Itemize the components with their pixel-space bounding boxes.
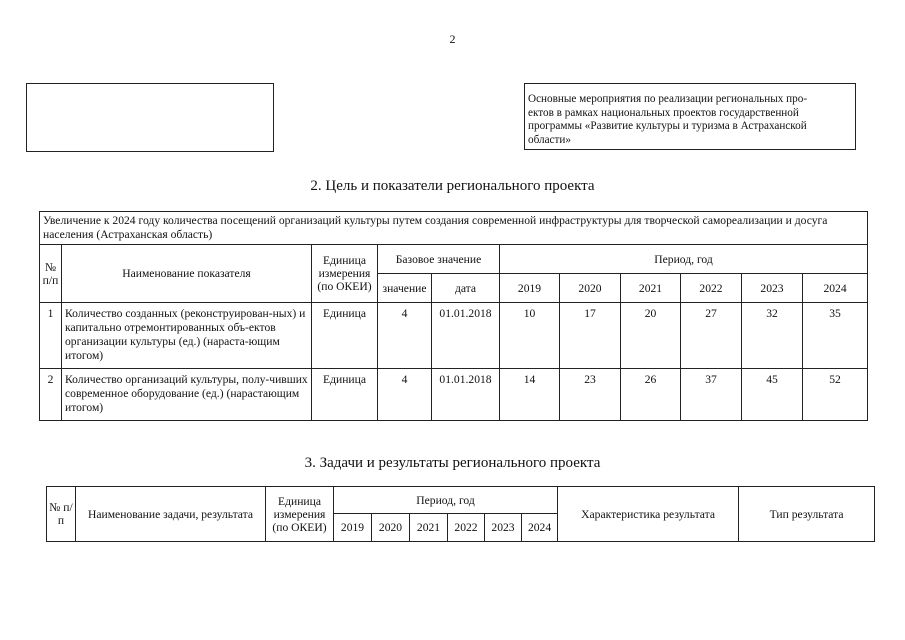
goal-statement: Увеличение к 2024 году количества посещений организаций культуры путем создания современной инфраструктуры для творческой самореализации и досуга населения (Астраханская область) <box>40 212 868 245</box>
col-year-header: 2024 <box>803 274 868 303</box>
col-year-header: 2023 <box>742 274 803 303</box>
col-period-header: Период, год <box>500 245 868 274</box>
row-base-value: 4 <box>378 303 432 369</box>
col-year-header: 2020 <box>372 514 410 542</box>
col-task-name-header: Наименование задачи, результата <box>76 487 266 542</box>
table-row <box>40 369 868 421</box>
col-year-header: 2020 <box>560 274 621 303</box>
row-base-value: 4 <box>378 369 432 421</box>
col-period-header: Период, год <box>334 487 558 514</box>
row-year-value: 45 <box>742 369 803 421</box>
row-year-value: 52 <box>803 369 868 421</box>
col-year-header: 2019 <box>500 274 560 303</box>
col-num-header: № п/п <box>40 245 62 303</box>
row-num: 1 <box>40 303 62 369</box>
section-3-title: 3. Задачи и результаты регионального проекта <box>304 455 601 471</box>
program-reference-line: программы «Развитие культуры и туризма в Астраханской <box>528 120 807 133</box>
row-unit: Единица <box>312 303 378 369</box>
col-base-header: Базовое значение <box>378 245 500 274</box>
table-row <box>40 303 868 369</box>
col-num-header: № п/п <box>47 487 76 542</box>
col-year-header: 2021 <box>410 514 448 542</box>
row-year-value: 23 <box>560 369 621 421</box>
col-base-value-header: значение <box>378 274 432 303</box>
program-reference-line: области» <box>528 133 571 146</box>
col-characteristic-header: Характеристика результата <box>558 487 739 542</box>
col-unit-header: Единица измерения (по ОКЕИ) <box>266 487 334 542</box>
program-reference-line: Основные мероприятия по реализации региональных про- <box>528 93 808 105</box>
row-year-value: 20 <box>621 303 681 369</box>
col-year-header: 2021 <box>621 274 681 303</box>
section-2-title: 2. Цель и показатели регионального проекта <box>310 178 595 194</box>
row-year-value: 14 <box>500 369 560 421</box>
col-year-header: 2022 <box>448 514 485 542</box>
col-type-header: Тип результата <box>739 487 875 542</box>
row-year-value: 32 <box>742 303 803 369</box>
col-year-header: 2019 <box>334 514 372 542</box>
page-number: 2 <box>449 32 456 46</box>
col-unit-header: Единица измерения (по ОКЕИ) <box>312 245 378 303</box>
row-name: Количество созданных (реконструирован-ных) и капитально отремонтированных объ-ектов организации культуры (ед.) (нараста-ющим итогом) <box>62 303 312 369</box>
row-year-value: 10 <box>500 303 560 369</box>
row-year-value: 26 <box>621 369 681 421</box>
row-year-value: 17 <box>560 303 621 369</box>
row-base-date: 01.01.2018 <box>432 303 500 369</box>
row-num: 2 <box>40 369 62 421</box>
row-base-date: 01.01.2018 <box>432 369 500 421</box>
row-name: Количество организаций культуры, полу-чивших современное оборудование (ед.) (нарастающим итогом) <box>62 369 312 421</box>
row-year-value: 37 <box>681 369 742 421</box>
program-reference-box <box>524 83 856 150</box>
col-year-header: 2022 <box>681 274 742 303</box>
col-name-header: Наименование показателя <box>62 245 312 303</box>
col-base-date-header: дата <box>432 274 500 303</box>
col-year-header: 2024 <box>522 514 558 542</box>
empty-header-box <box>26 83 274 152</box>
indicators-table <box>39 211 868 421</box>
row-year-value: 27 <box>681 303 742 369</box>
col-year-header: 2023 <box>485 514 522 542</box>
row-unit: Единица <box>312 369 378 421</box>
program-reference-line: ектов в рамках национальных проектов государственной <box>528 106 799 119</box>
row-year-value: 35 <box>803 303 868 369</box>
tasks-results-table <box>46 486 875 542</box>
